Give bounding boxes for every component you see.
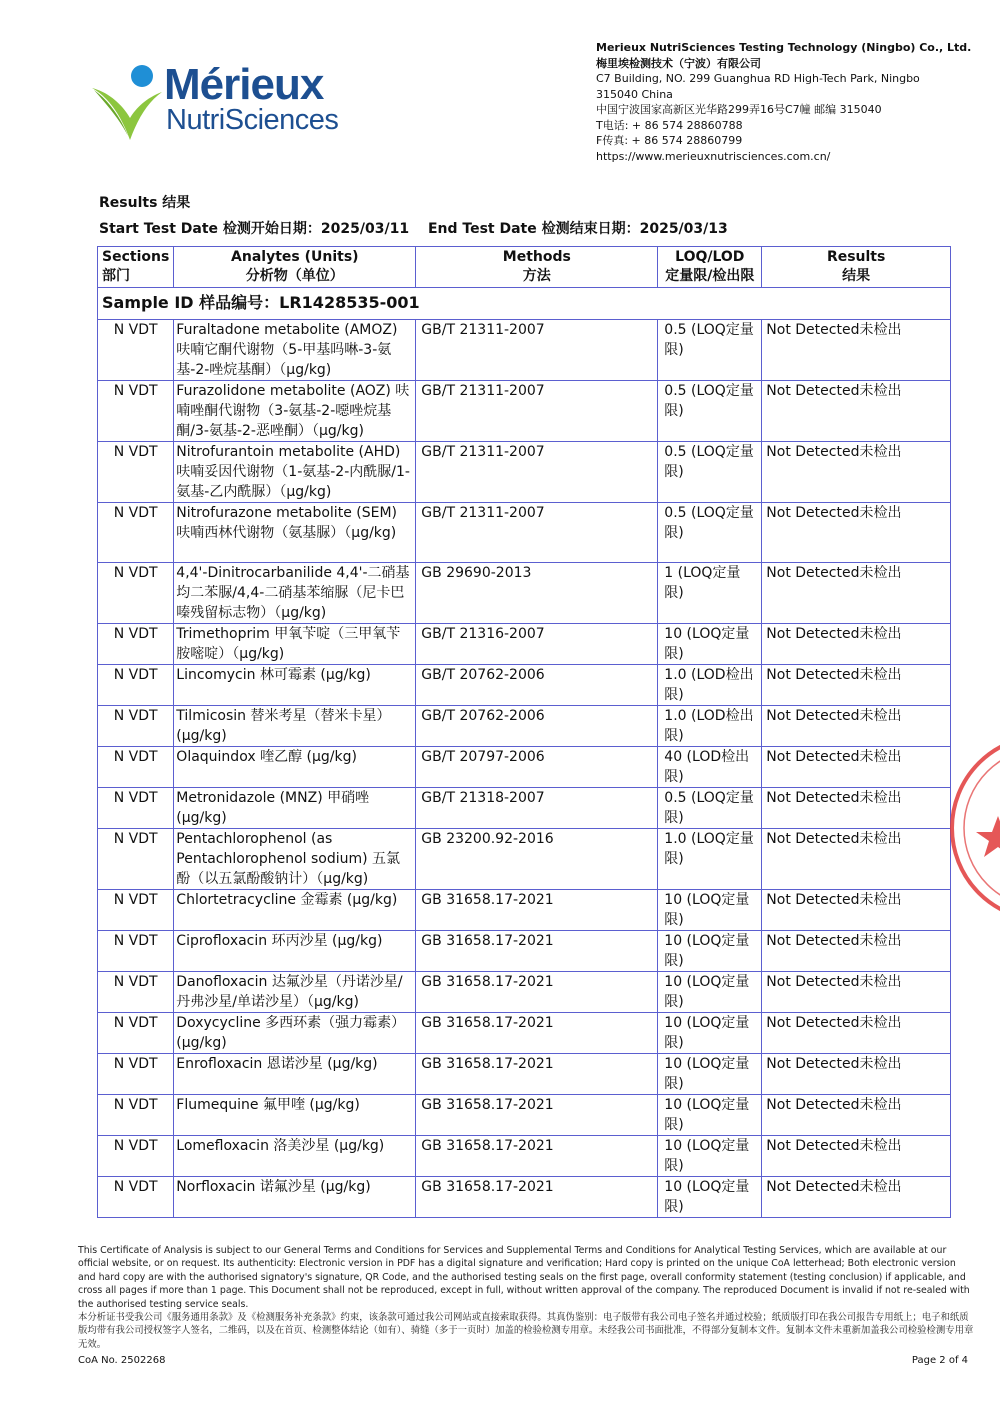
analyte-cell: Olaquindox 喹乙醇 (μg/kg) <box>174 747 416 788</box>
method-cell: GB 23200.92-2016 <box>416 829 658 890</box>
header-analytes-en: Analytes (Units) <box>231 249 359 265</box>
section-cell: N VDT <box>98 747 174 788</box>
table-row <box>98 320 951 381</box>
loq-cell: 10 (LOQ定量限) <box>658 972 762 1013</box>
header-sections-cn: 部门 <box>102 268 130 284</box>
table-row <box>98 747 951 788</box>
analyte-cell: Lincomycin 林可霉素 (μg/kg) <box>174 665 416 706</box>
analyte-cell: Metronidazole (MNZ) 甲硝唑 (μg/kg) <box>174 788 416 829</box>
start-test-date: Start Test Date 检测开始日期：2025/03/11 <box>99 221 410 237</box>
result-cell: Not Detected未检出 <box>762 788 951 829</box>
analyte-cell: Lomefloxacin 洛美沙星 (μg/kg) <box>174 1136 416 1177</box>
result-cell: Not Detected未检出 <box>762 320 951 381</box>
method-cell: GB 31658.17-2021 <box>416 1136 658 1177</box>
footer-disclaimer-cn: 本分析证书受我公司《服务通用条款》及《检测服务补充条款》约束，该条款可通过我公司网站或直接索取获得。其真伪鉴别：电子版带有我公司电子签名并通过校验；纸质版打印在我公司报告专用纸上；电子和纸质版均带有我公司授权签字人签名，二维码，以及在首页、检测整体结论（如有）、骑缝（多于一页时）加盖的检验检测专用章。未经我公司书面批准，不得部分复制本文件。复制本文件未重新加盖我公司检验检测专用章无效。 <box>78 1312 974 1350</box>
loq-cell: 10 (LOQ定量限) <box>658 624 762 665</box>
company-website[interactable]: https://www.merieuxnutrisciences.com.cn/ <box>596 149 831 163</box>
section-cell: N VDT <box>98 381 174 442</box>
method-cell: GB 31658.17-2021 <box>416 931 658 972</box>
analyte-cell: Furaltadone metabolite (AMOZ) 呋喃它酮代谢物（5-甲基吗啉-3-氨基-2-唑烷基酮）（μg/kg) <box>174 320 416 381</box>
table-header-row <box>98 247 951 288</box>
loq-cell: 0.5 (LOQ定量限) <box>658 788 762 829</box>
table-row <box>98 563 951 624</box>
section-cell: N VDT <box>98 503 174 563</box>
analyte-cell: Furazolidone metabolite (AOZ) 呋喃唑酮代谢物（3-氨基-2-噁唑烷基酮/3-氨基-2-恶唑酮）（μg/kg) <box>174 381 416 442</box>
result-cell: Not Detected未检出 <box>762 563 951 624</box>
table-row <box>98 665 951 706</box>
company-address-cn: 中国宁波国家高新区光华路299弄16号C7幢 邮编 315040 <box>596 103 882 116</box>
header-results-en: Results <box>826 249 886 265</box>
analyte-cell: Tilmicosin 替米考星（替米卡星）(μg/kg) <box>174 706 416 747</box>
method-cell: GB 31658.17-2021 <box>416 890 658 931</box>
section-cell: N VDT <box>98 624 174 665</box>
table-row <box>98 972 951 1013</box>
header-loq-en: LOQ/LOD <box>675 249 745 265</box>
company-address-en-2: 315040 China <box>596 87 673 101</box>
footer-disclaimer <box>78 1244 976 1351</box>
company-name-en: Merieux NutriSciences Testing Technology (Ningbo) Co., Ltd. <box>596 41 972 54</box>
section-cell: N VDT <box>98 563 174 624</box>
result-cell: Not Detected未检出 <box>762 1177 951 1218</box>
footer-disclaimer-en: This Certificate of Analysis is subject to our General Terms and Conditions for Services and Supplemental Terms and Conditions for Analytical Testing Services, which are available at our official website, or on request. Its authenticity: Electronic version in PDF has a digital signature and verification; Hard copy is printed on the unique CoA letterhead; Both electronic version and hard copy are with the authorised signatory's signature, QR Code, and the authorised testing seals on the first page, overall conformity statement (testing conclusion) if applicable, and cross all pages if more than 1 page. This Document shall not be reproduced, except in full, without written approval of the company. The reproduced Document is invalid if not re-sealed with the authorised testing service seals. <box>78 1245 970 1310</box>
section-cell: N VDT <box>98 829 174 890</box>
table-row <box>98 442 951 503</box>
seal-stamp-icon <box>944 728 1000 928</box>
analyte-cell: 4,4'-Dinitrocarbanilide 4,4'-二硝基均二苯脲/4,4-二硝基苯缩脲（尼卡巴嗪残留标志物）（μg/kg) <box>174 563 416 624</box>
method-cell: GB/T 21318-2007 <box>416 788 658 829</box>
result-cell: Not Detected未检出 <box>762 931 951 972</box>
header-methods-en: Methods <box>502 249 571 265</box>
result-cell: Not Detected未检出 <box>762 972 951 1013</box>
result-cell: Not Detected未检出 <box>762 829 951 890</box>
header-loq <box>658 247 762 288</box>
method-cell: GB 31658.17-2021 <box>416 1095 658 1136</box>
result-cell: Not Detected未检出 <box>762 706 951 747</box>
analyte-cell: Pentachlorophenol (as Pentachlorophenol sodium) 五氯酚（以五氯酚酸钠计）（μg/kg) <box>174 829 416 890</box>
table-row <box>98 931 951 972</box>
result-cell: Not Detected未检出 <box>762 1013 951 1054</box>
result-cell: Not Detected未检出 <box>762 442 951 503</box>
table-row <box>98 1013 951 1054</box>
method-cell: GB/T 20797-2006 <box>416 747 658 788</box>
analyte-cell: Doxycycline 多西环素（强力霉素）(μg/kg) <box>174 1013 416 1054</box>
analyte-cell: Ciprofloxacin 环丙沙星 (μg/kg) <box>174 931 416 972</box>
loq-cell: 0.5 (LOQ定量限) <box>658 503 762 563</box>
section-cell: N VDT <box>98 931 174 972</box>
table-row <box>98 829 951 890</box>
method-cell: GB 31658.17-2021 <box>416 1013 658 1054</box>
section-cell: N VDT <box>98 788 174 829</box>
method-cell: GB/T 21311-2007 <box>416 442 658 503</box>
analyte-cell: Trimethoprim 甲氧苄啶（三甲氧苄胺嘧啶）（μg/kg) <box>174 624 416 665</box>
section-cell: N VDT <box>98 890 174 931</box>
loq-cell: 1.0 (LOD检出限) <box>658 665 762 706</box>
analyte-cell: Enrofloxacin 恩诺沙星 (μg/kg) <box>174 1054 416 1095</box>
company-name-cn: 梅里埃检测技术（宁波）有限公司 <box>596 56 761 70</box>
company-address-en-1: C7 Building, NO. 299 Guanghua RD High-Tech Park, Ningbo <box>596 72 920 85</box>
loq-cell: 10 (LOQ定量限) <box>658 1095 762 1136</box>
result-cell: Not Detected未检出 <box>762 747 951 788</box>
header-analytes-cn: 分析物（单位） <box>245 268 344 284</box>
loq-cell: 40 (LOD检出限) <box>658 747 762 788</box>
section-cell: N VDT <box>98 1095 174 1136</box>
logo-text-nutrisciences: NutriSciences <box>166 104 339 136</box>
method-cell: GB 31658.17-2021 <box>416 1177 658 1218</box>
loq-cell: 0.5 (LOQ定量限) <box>658 442 762 503</box>
header-methods <box>416 247 658 288</box>
method-cell: GB/T 21311-2007 <box>416 320 658 381</box>
result-cell: Not Detected未检出 <box>762 1095 951 1136</box>
page-number: Page 2 of 4 <box>911 1355 968 1366</box>
loq-cell: 1.0 (LOQ定量限) <box>658 829 762 890</box>
header-loq-cn: 定量限/检出限 <box>665 268 755 284</box>
test-dates <box>99 218 742 238</box>
table-row <box>98 503 951 563</box>
sample-id: Sample ID 样品编号：LR1428535-001 <box>98 288 951 320</box>
section-cell: N VDT <box>98 1177 174 1218</box>
method-cell: GB 29690-2013 <box>416 563 658 624</box>
method-cell: GB/T 21316-2007 <box>416 624 658 665</box>
loq-cell: 1.0 (LOD检出限) <box>658 706 762 747</box>
table-row <box>98 706 951 747</box>
method-cell: GB 31658.17-2021 <box>416 1054 658 1095</box>
analyte-cell: Chlortetracycline 金霉素 (μg/kg) <box>174 890 416 931</box>
section-cell: N VDT <box>98 1054 174 1095</box>
result-cell: Not Detected未检出 <box>762 1136 951 1177</box>
sample-id-row <box>98 288 951 320</box>
results-title: Results 结果 <box>99 195 191 211</box>
analyte-cell: Nitrofurazone metabolite (SEM) 呋喃西林代谢物（氨基脲）（μg/kg) <box>174 503 416 563</box>
section-cell: N VDT <box>98 320 174 381</box>
table-row <box>98 788 951 829</box>
section-cell: N VDT <box>98 1136 174 1177</box>
results-table <box>97 246 951 1218</box>
header-results-cn: 结果 <box>842 268 871 284</box>
table-row <box>98 1136 951 1177</box>
end-test-date: End Test Date 检测结束日期：2025/03/13 <box>427 221 728 237</box>
analyte-cell: Flumequine 氟甲喹 (μg/kg) <box>174 1095 416 1136</box>
loq-cell: 10 (LOQ定量限) <box>658 890 762 931</box>
method-cell: GB/T 21311-2007 <box>416 503 658 563</box>
result-cell: Not Detected未检出 <box>762 624 951 665</box>
result-cell: Not Detected未检出 <box>762 665 951 706</box>
leaf-logo-icon <box>90 58 170 148</box>
header-analytes <box>174 247 416 288</box>
testing-seal-stamp <box>944 728 1000 928</box>
loq-cell: 0.5 (LOQ定量限) <box>658 381 762 442</box>
company-info <box>596 40 986 164</box>
header-sections-en: Sections <box>102 249 170 265</box>
logo-text-merieux: Mérieux <box>164 60 324 109</box>
result-cell: Not Detected未检出 <box>762 381 951 442</box>
loq-cell: 10 (LOQ定量限) <box>658 1136 762 1177</box>
result-cell: Not Detected未检出 <box>762 1054 951 1095</box>
table-row <box>98 1177 951 1218</box>
table-row <box>98 890 951 931</box>
table-row <box>98 381 951 442</box>
table-row <box>98 1054 951 1095</box>
result-cell: Not Detected未检出 <box>762 890 951 931</box>
section-cell: N VDT <box>98 665 174 706</box>
loq-cell: 10 (LOQ定量限) <box>658 1054 762 1095</box>
table-row <box>98 624 951 665</box>
method-cell: GB/T 20762-2006 <box>416 706 658 747</box>
coa-number: CoA No. 2502268 <box>78 1355 166 1366</box>
analyte-cell: Nitrofurantoin metabolite (AHD) 呋喃妥因代谢物（1-氨基-2-内酰脲/1-氨基-乙内酰脲）（μg/kg) <box>174 442 416 503</box>
header-sections <box>98 247 174 288</box>
loq-cell: 10 (LOQ定量限) <box>658 1013 762 1054</box>
method-cell: GB 31658.17-2021 <box>416 972 658 1013</box>
company-logo <box>90 58 350 148</box>
company-fax: F传真: + 86 574 28860799 <box>596 134 743 147</box>
analyte-cell: Danofloxacin 达氟沙星（丹诺沙星/丹弗沙星/单诺沙星）（μg/kg) <box>174 972 416 1013</box>
result-cell: Not Detected未检出 <box>762 503 951 563</box>
section-cell: N VDT <box>98 706 174 747</box>
header-methods-cn: 方法 <box>522 268 551 284</box>
company-tel: T电话: + 86 574 28860788 <box>596 118 743 132</box>
section-cell: N VDT <box>98 1013 174 1054</box>
analyte-cell: Norfloxacin 诺氟沙星 (μg/kg) <box>174 1177 416 1218</box>
loq-cell: 10 (LOQ定量限) <box>658 931 762 972</box>
table-row <box>98 1095 951 1136</box>
loq-cell: 10 (LOQ定量限) <box>658 1177 762 1218</box>
loq-cell: 0.5 (LOQ定量限) <box>658 320 762 381</box>
section-cell: N VDT <box>98 442 174 503</box>
method-cell: GB/T 20762-2006 <box>416 665 658 706</box>
header-results <box>762 247 951 288</box>
section-cell: N VDT <box>98 972 174 1013</box>
method-cell: GB/T 21311-2007 <box>416 381 658 442</box>
loq-cell: 1 (LOQ定量限) <box>658 563 762 624</box>
